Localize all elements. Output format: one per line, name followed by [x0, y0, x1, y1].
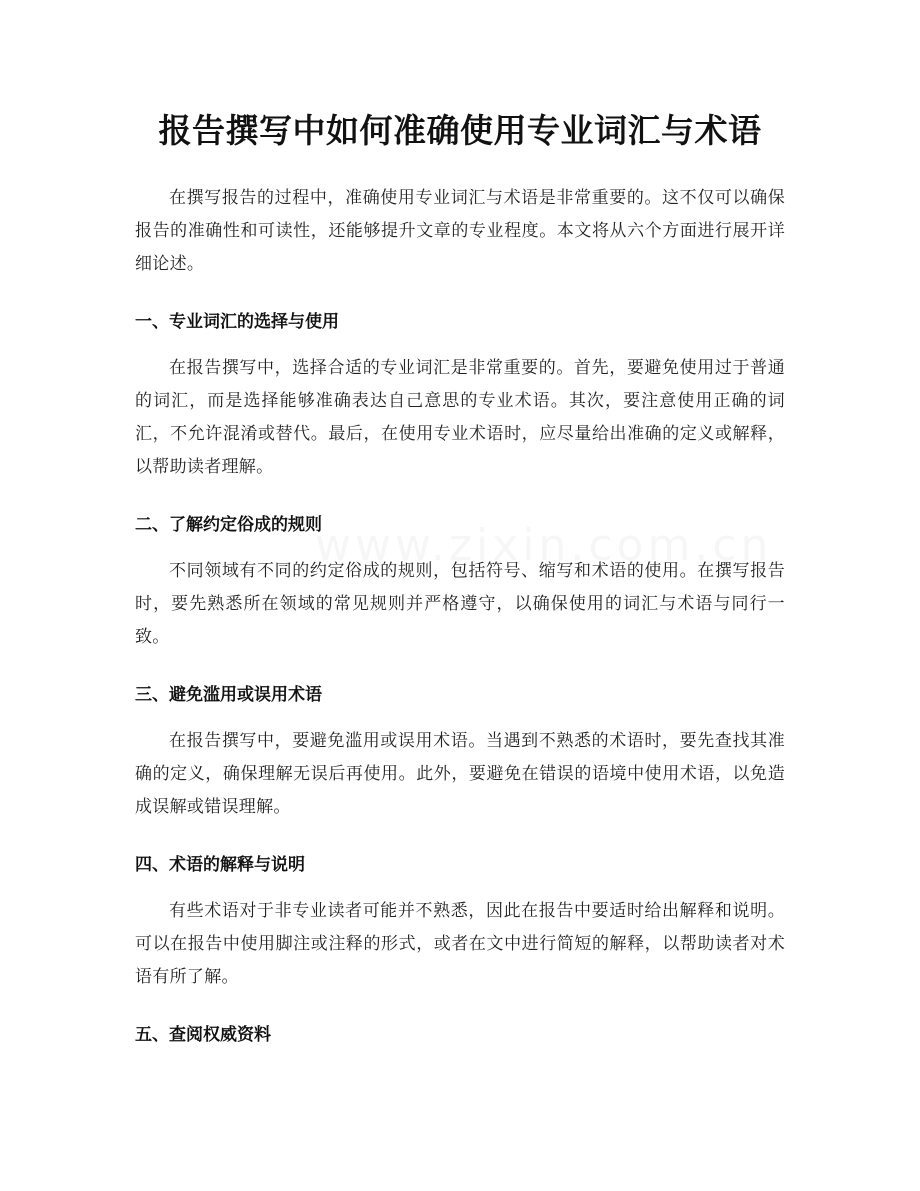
- section-paragraph-2: 不同领域有不同的约定俗成的规则，包括符号、缩写和术语的使用。在撰写报告时，要先熟悉所在领域的常见规则并严格遵守，以确保使用的词汇与术语与同行一致。: [135, 561, 785, 647]
- section-paragraph-4: 有些术语对于非专业读者可能并不熟悉，因此在报告中要适时给出解释和说明。可以在报告中使用脚注或注释的形式，或者在文中进行简短的解释，以帮助读者对术语有所了解。: [135, 901, 785, 987]
- section-heading-5: 五、查阅权威资料: [135, 1025, 271, 1045]
- section-heading-1: 一、专业词汇的选择与使用: [135, 312, 339, 332]
- section-heading-3: 三、避免滥用或误用术语: [135, 685, 322, 705]
- intro-paragraph: 在撰写报告的过程中，准确使用专业词汇与术语是非常重要的。这不仅可以确保报告的准确性和可读性，还能够提升文章的专业程度。本文将从六个方面进行展开详细论述。: [135, 188, 785, 274]
- section-paragraph-1: 在报告撰写中，选择合适的专业词汇是非常重要的。首先，要避免使用过于普通的词汇，而是选择能够准确表达自己意思的专业术语。其次，要注意使用正确的词汇，不允许混淆或替代。最后，在使用专业术语时，应尽量给出准确的定义或解释，以帮助读者理解。: [135, 358, 785, 477]
- document-body: [135, 182, 785, 1050]
- section-heading-2: 二、了解约定俗成的规则: [135, 515, 322, 535]
- section-paragraph-3: 在报告撰写中，要避免滥用或误用术语。当遇到不熟悉的术语时，要先查找其准确的定义，确保理解无误后再使用。此外，要避免在错误的语境中使用术语，以免造成误解或错误理解。: [135, 731, 785, 817]
- section-heading-4: 四、术语的解释与说明: [135, 855, 305, 875]
- document-title: 报告撰写中如何准确使用专业词汇与术语: [158, 111, 762, 150]
